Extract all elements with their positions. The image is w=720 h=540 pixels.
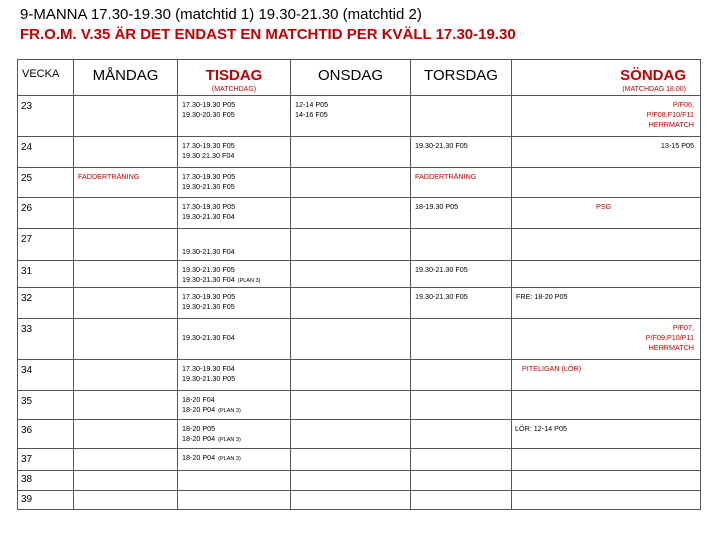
table-row bbox=[18, 449, 701, 471]
sondag-cell: P/F07, P/F09,P10/P11 HERRMATCH bbox=[645, 323, 694, 352]
week-number: 38 bbox=[21, 474, 33, 485]
table-row bbox=[18, 288, 701, 319]
tisdag-cell: 17.30-19.30 F04 19.30-21.30 P05 bbox=[182, 364, 236, 383]
schedule-table bbox=[17, 59, 701, 510]
week-number: 31 bbox=[21, 266, 33, 277]
header-tisdag-cell bbox=[178, 60, 291, 96]
onsdag-cell: 12-14 P05 14-16 F05 bbox=[295, 100, 329, 119]
header-torsdag-cell bbox=[411, 60, 512, 96]
table-row bbox=[18, 319, 701, 360]
week-number: 25 bbox=[21, 173, 33, 184]
fredag-note: FRE: 18-20 P05 bbox=[516, 292, 568, 301]
tisdag-cell: 19.30-21.30 F04 bbox=[182, 333, 235, 342]
mandag-cell: FADDERTRÄNING bbox=[78, 172, 140, 181]
table-row bbox=[18, 491, 701, 510]
table-row bbox=[18, 471, 701, 491]
header-sondag-cell bbox=[512, 60, 701, 96]
header-mandag-cell bbox=[74, 60, 178, 96]
header-torsdag: TORSDAG bbox=[424, 67, 498, 84]
week-number: 23 bbox=[21, 101, 33, 112]
piteligan-note: PITELIGAN (LÖR) bbox=[522, 364, 582, 373]
sondag-cell: 13-15 P05 bbox=[660, 141, 694, 150]
header-sondag-note: (MATCHDAG 18.00) bbox=[622, 86, 686, 93]
week-number: 39 bbox=[21, 494, 33, 505]
header-vecka: VECKA bbox=[22, 68, 60, 80]
week-number: 24 bbox=[21, 142, 33, 153]
page-title: 9-MANNA 17.30-19.30 (matchtid 1) 19.30-21.30 (matchtid 2) bbox=[20, 6, 422, 23]
table-row bbox=[18, 137, 701, 168]
sondag-cell: P/F06, P/F08,F10/F11 HERRMATCH bbox=[646, 100, 694, 129]
header-tisdag-note: (MATCHDAG) bbox=[211, 86, 257, 93]
week-number: 32 bbox=[21, 293, 33, 304]
tisdag-cell: 17.30-19.30 P05 19.30-20.30 F05 bbox=[182, 100, 236, 119]
torsdag-cell: 19.30-21.30 F05 bbox=[415, 265, 468, 274]
tisdag-cell: 17.30-19.30 F05 19.30 21.30 F04 bbox=[182, 141, 235, 160]
week-number: 27 bbox=[21, 234, 33, 245]
week-number: 35 bbox=[21, 396, 33, 407]
page-subtitle: FR.O.M. V.35 ÄR DET ENDAST EN MATCHTID PER KVÄLL 17.30-19.30 bbox=[20, 26, 516, 43]
table-row bbox=[18, 96, 701, 137]
table-row bbox=[18, 168, 701, 198]
header-vecka-cell bbox=[18, 60, 74, 96]
torsdag-cell: 19.30-21.30 F05 bbox=[415, 292, 468, 301]
week-number: 36 bbox=[21, 425, 33, 436]
table-row bbox=[18, 261, 701, 288]
lordag-note: LÖR: 12-14 P05 bbox=[515, 424, 567, 433]
header-mandag: MÅNDAG bbox=[92, 67, 159, 84]
tisdag-cell: 19.30-21.30 F05 19.30-21.30 F04 (PLAN 3) bbox=[182, 265, 261, 284]
header-tisdag: TISDAG bbox=[205, 67, 263, 84]
tisdag-cell: 17.30-19.30 P05 19.30-21.30 F05 bbox=[182, 292, 236, 311]
tisdag-cell: 18-20 F04 18-20 P04 (PLAN 3) bbox=[182, 395, 241, 414]
table-row bbox=[18, 229, 701, 261]
table-row bbox=[18, 360, 701, 391]
table-row bbox=[18, 198, 701, 229]
tisdag-cell: 18-20 P04 (PLAN 3) bbox=[182, 453, 241, 462]
week-number: 26 bbox=[21, 203, 33, 214]
week-number: 37 bbox=[21, 454, 33, 465]
header-row bbox=[18, 60, 701, 96]
torsdag-cell: 19.30-21.30 F05 bbox=[415, 141, 468, 150]
sondag-cell: PSG bbox=[596, 202, 612, 211]
table-row bbox=[18, 391, 701, 420]
week-number: 33 bbox=[21, 324, 33, 335]
tisdag-cell: 17.30-19.30 P05 19.30-21.30 F04 bbox=[182, 202, 236, 221]
table-row bbox=[18, 420, 701, 449]
torsdag-cell: FADDERTRÄNING bbox=[415, 172, 477, 181]
header-onsdag: ONSDAG bbox=[317, 67, 383, 84]
week-number: 34 bbox=[21, 365, 33, 376]
tisdag-cell: 19.30-21.30 F04 bbox=[182, 247, 235, 256]
header-onsdag-cell bbox=[291, 60, 411, 96]
header-sondag: SÖNDAG bbox=[620, 67, 686, 84]
torsdag-cell: 18-19.30 P05 bbox=[415, 202, 459, 211]
tisdag-cell: 17.30-19.30 P05 19.30-21.30 F05 bbox=[182, 172, 236, 191]
tisdag-cell: 18-20 P05 18-20 P04 (PLAN 3) bbox=[182, 424, 241, 443]
